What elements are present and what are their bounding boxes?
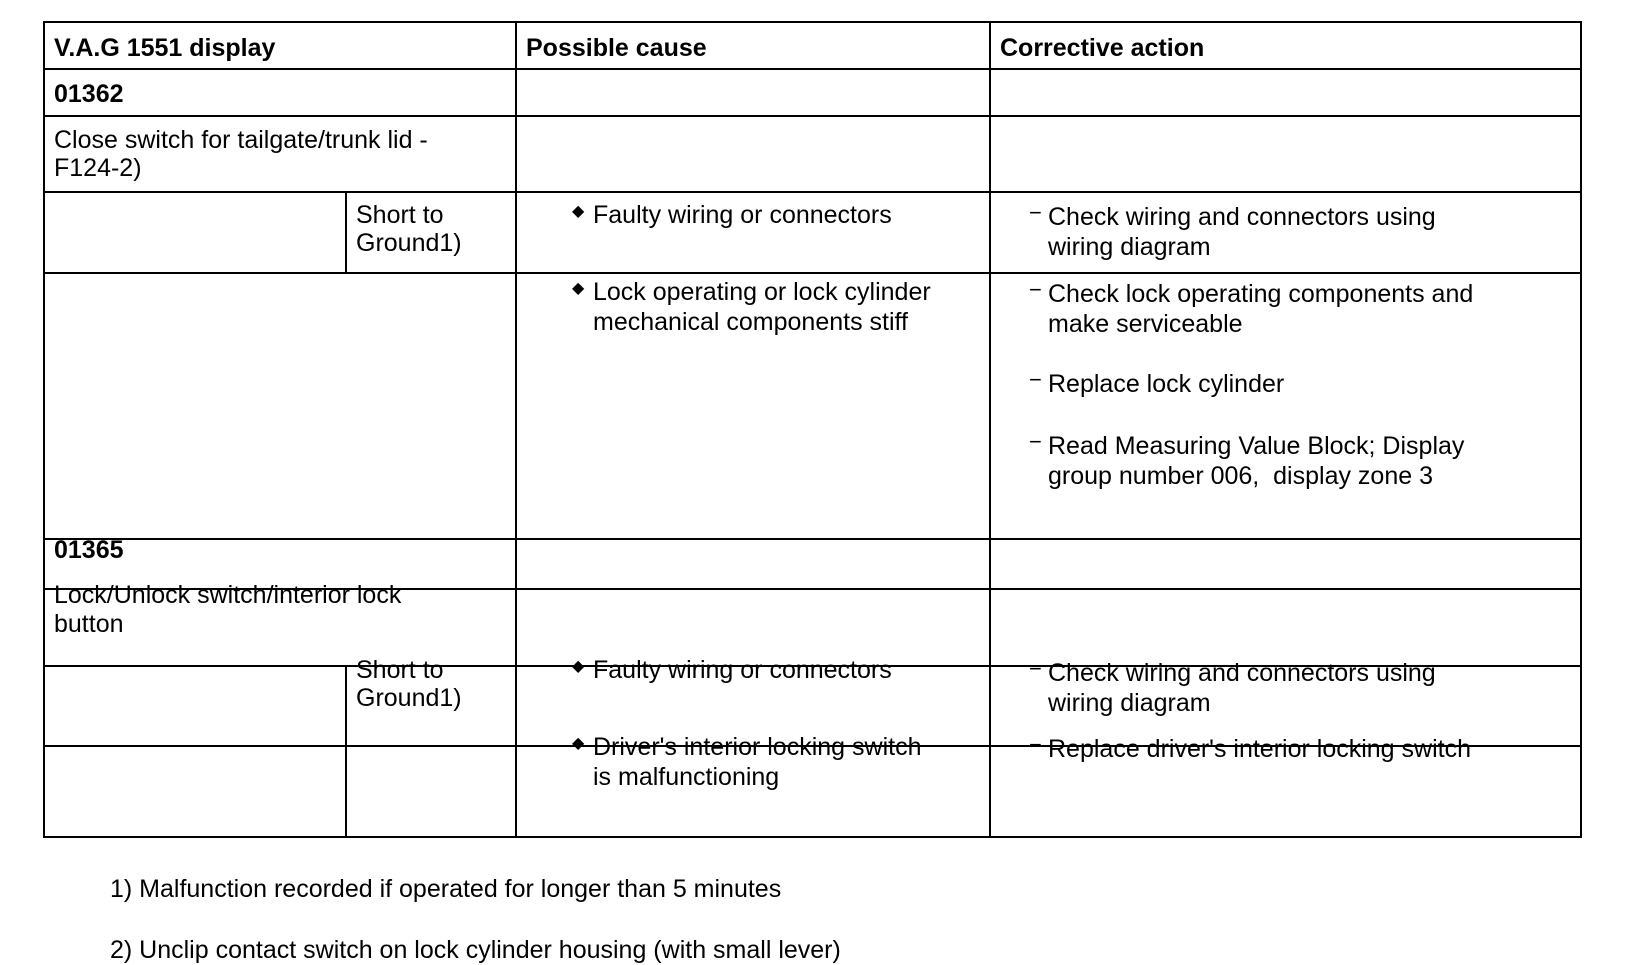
condition-line1: Short to	[356, 201, 444, 229]
bullet-icon: ◆	[572, 203, 585, 220]
action-text-line1: Check wiring and connectors using	[1048, 203, 1436, 231]
row-divider	[45, 191, 1580, 193]
action-text-line1: Read Measuring Value Block; Display	[1048, 432, 1465, 460]
dash-icon: −	[1029, 656, 1042, 681]
dash-icon: −	[1029, 277, 1042, 302]
action-item	[1029, 656, 1436, 718]
cause-item	[572, 655, 892, 685]
row-divider	[45, 272, 1580, 274]
component-name-line2: F124-2)	[54, 154, 142, 182]
bullet-icon: ◆	[572, 735, 585, 752]
dash-icon: −	[1029, 200, 1042, 225]
cause-item	[572, 200, 892, 230]
cause-item	[572, 277, 931, 337]
dash-icon: −	[1029, 429, 1042, 454]
action-text-line1: Check wiring and connectors using	[1048, 659, 1436, 687]
header-vag-display: V.A.G 1551 display	[54, 34, 276, 62]
footnote-2: 2) Unclip contact switch on lock cylinder housing (with small lever)	[110, 936, 841, 964]
column-divider	[989, 23, 991, 836]
component-name-line1: Close switch for tailgate/trunk lid -	[54, 126, 428, 154]
cause-text-line1: Lock operating or lock cylinder	[593, 278, 931, 306]
action-item	[1029, 367, 1285, 399]
action-text-line1: Check lock operating components and	[1048, 280, 1474, 308]
header-possible-cause: Possible cause	[526, 34, 707, 62]
component-name-line2: button	[54, 610, 124, 638]
action-text-line2: make serviceable	[1048, 310, 1243, 338]
action-item	[1029, 277, 1474, 339]
cause-text-line1: Faulty wiring or connectors	[593, 201, 892, 229]
diagnostic-table	[43, 21, 1582, 838]
dash-icon: −	[1029, 367, 1042, 392]
subcolumn-divider	[345, 665, 347, 836]
action-text-line1: Replace driver's interior locking switch	[1048, 735, 1471, 763]
component-name-line1: Lock/Unlock switch/interior lock	[54, 581, 402, 609]
dash-icon: −	[1029, 732, 1042, 757]
bullet-icon: ◆	[572, 280, 585, 297]
footnote-1: 1) Malfunction recorded if operated for longer than 5 minutes	[110, 875, 782, 903]
condition-line2: Ground1)	[356, 229, 462, 257]
fault-code-01365: 01365	[54, 536, 124, 564]
cause-text-line2: mechanical components stiff	[593, 308, 908, 336]
cause-text-line1: Faulty wiring or connectors	[593, 656, 892, 684]
action-text-line2: wiring diagram	[1048, 233, 1211, 261]
action-item	[1029, 200, 1436, 262]
action-item	[1029, 732, 1471, 764]
condition-line1: Short to	[356, 656, 444, 684]
action-item	[1029, 429, 1465, 491]
bullet-icon: ◆	[572, 658, 585, 675]
cause-item	[572, 732, 922, 792]
action-text-line1: Replace lock cylinder	[1048, 370, 1285, 398]
row-divider	[45, 68, 1580, 70]
action-text-line2: group number 006, display zone 3	[1048, 462, 1433, 490]
cause-text-line2: is malfunctioning	[593, 763, 780, 791]
condition-line2: Ground1)	[356, 684, 462, 712]
header-corrective-action: Corrective action	[1000, 34, 1205, 62]
row-divider	[45, 538, 1580, 540]
fault-code-01362: 01362	[54, 80, 124, 108]
subcolumn-divider	[345, 191, 347, 272]
action-text-line2: wiring diagram	[1048, 689, 1211, 717]
column-divider	[515, 23, 517, 836]
cause-text-line1: Driver's interior locking switch	[593, 733, 922, 761]
row-divider	[45, 115, 1580, 117]
